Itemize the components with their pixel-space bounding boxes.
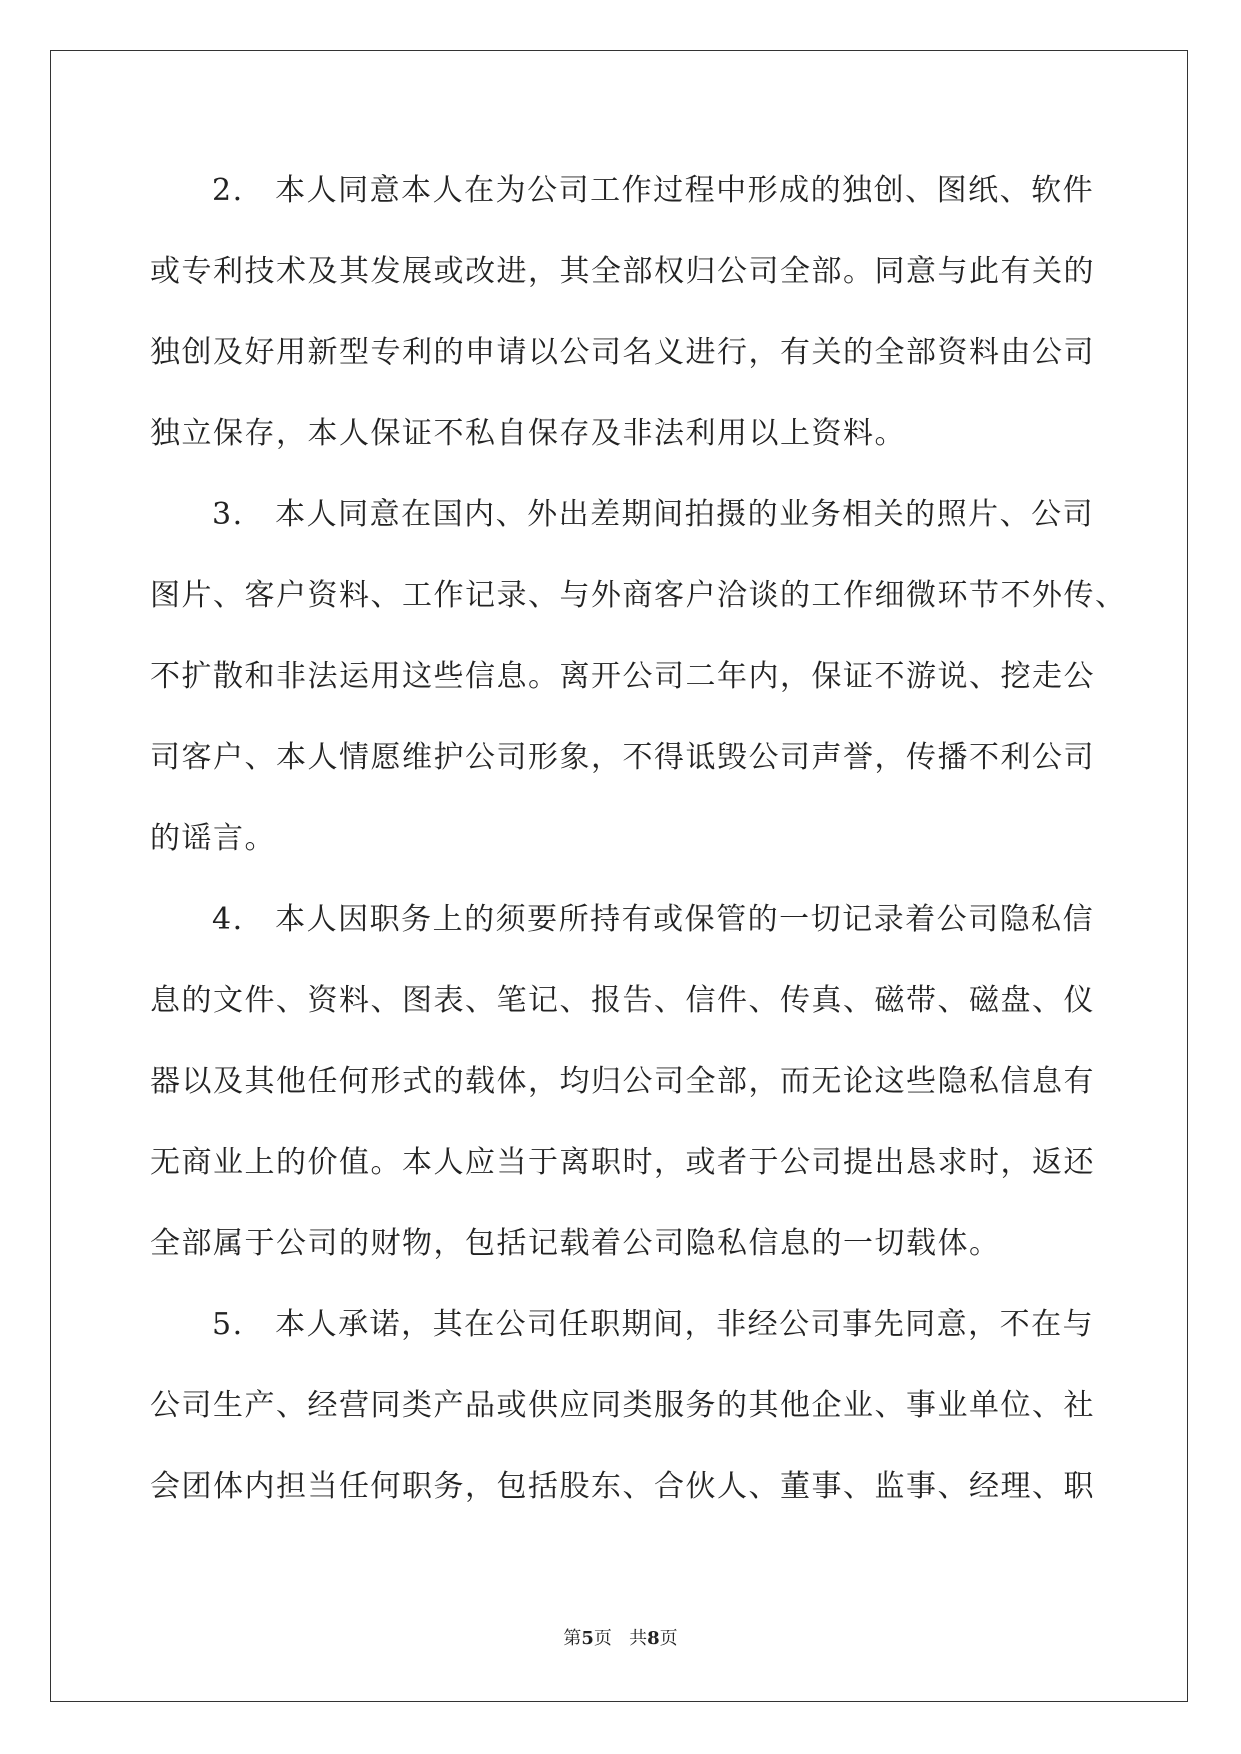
page-prefix: 第 <box>563 1628 582 1649</box>
paragraph-line: 独立保存，本人保证不私自保存及非法利用以上资料。 <box>150 416 906 451</box>
page-suffix: 页 <box>593 1628 612 1649</box>
paragraph-line: 无商业上的价值。本人应当于离职时，或者于公司提出恳求时，返还 <box>150 1145 1095 1180</box>
paragraph-line: 5. 本人承诺，其在公司任职期间，非经公司事先同意，不在与 <box>212 1307 1095 1342</box>
page-number: 5 <box>581 1628 594 1649</box>
paragraph-line: 司客户、本人情愿维护公司形象，不得诋毁公司声誉，传播不利公司 <box>150 740 1095 775</box>
paragraph-2 <box>150 150 1095 474</box>
paragraph-line: 或专利技术及其发展或改进，其全部权归公司全部。同意与此有关的 <box>150 254 1095 289</box>
paragraph-line: 息的文件、资料、图表、笔记、报告、信件、传真、磁带、磁盘、仪 <box>150 983 1095 1018</box>
total-pages: 8 <box>647 1628 660 1649</box>
paragraph-line: 全部属于公司的财物，包括记载着公司隐私信息的一切载体。 <box>150 1226 1001 1261</box>
page-footer <box>0 1624 1241 1650</box>
paragraph-line: 的谣言。 <box>150 821 276 856</box>
paragraph-line: 3. 本人同意在国内、外出差期间拍摄的业务相关的照片、公司 <box>212 497 1095 532</box>
paragraph-5 <box>150 1284 1095 1527</box>
paragraph-line: 独创及好用新型专利的申请以公司名义进行，有关的全部资料由公司 <box>150 335 1095 370</box>
paragraph-line: 不扩散和非法运用这些信息。离开公司二年内，保证不游说、挖走公 <box>150 659 1095 694</box>
paragraph-4 <box>150 879 1095 1284</box>
paragraph-3 <box>150 474 1127 879</box>
total-prefix: 共 <box>629 1628 648 1649</box>
paragraph-line: 公司生产、经营同类产品或供应同类服务的其他企业、事业单位、社 <box>150 1388 1095 1423</box>
paragraph-line: 2. 本人同意本人在为公司工作过程中形成的独创、图纸、软件 <box>212 173 1095 208</box>
paragraph-line: 器以及其他任何形式的载体，均归公司全部，而无论这些隐私信息有 <box>150 1064 1095 1099</box>
document-body <box>150 150 1127 1527</box>
paragraph-line: 会团体内担当任何职务，包括股东、合伙人、董事、监事、经理、职 <box>150 1469 1095 1504</box>
paragraph-line: 4. 本人因职务上的须要所持有或保管的一切记录着公司隐私信 <box>212 902 1095 937</box>
total-suffix: 页 <box>659 1628 678 1649</box>
paragraph-line: 图片、客户资料、工作记录、与外商客户洽谈的工作细微环节不外传、 <box>150 578 1127 613</box>
